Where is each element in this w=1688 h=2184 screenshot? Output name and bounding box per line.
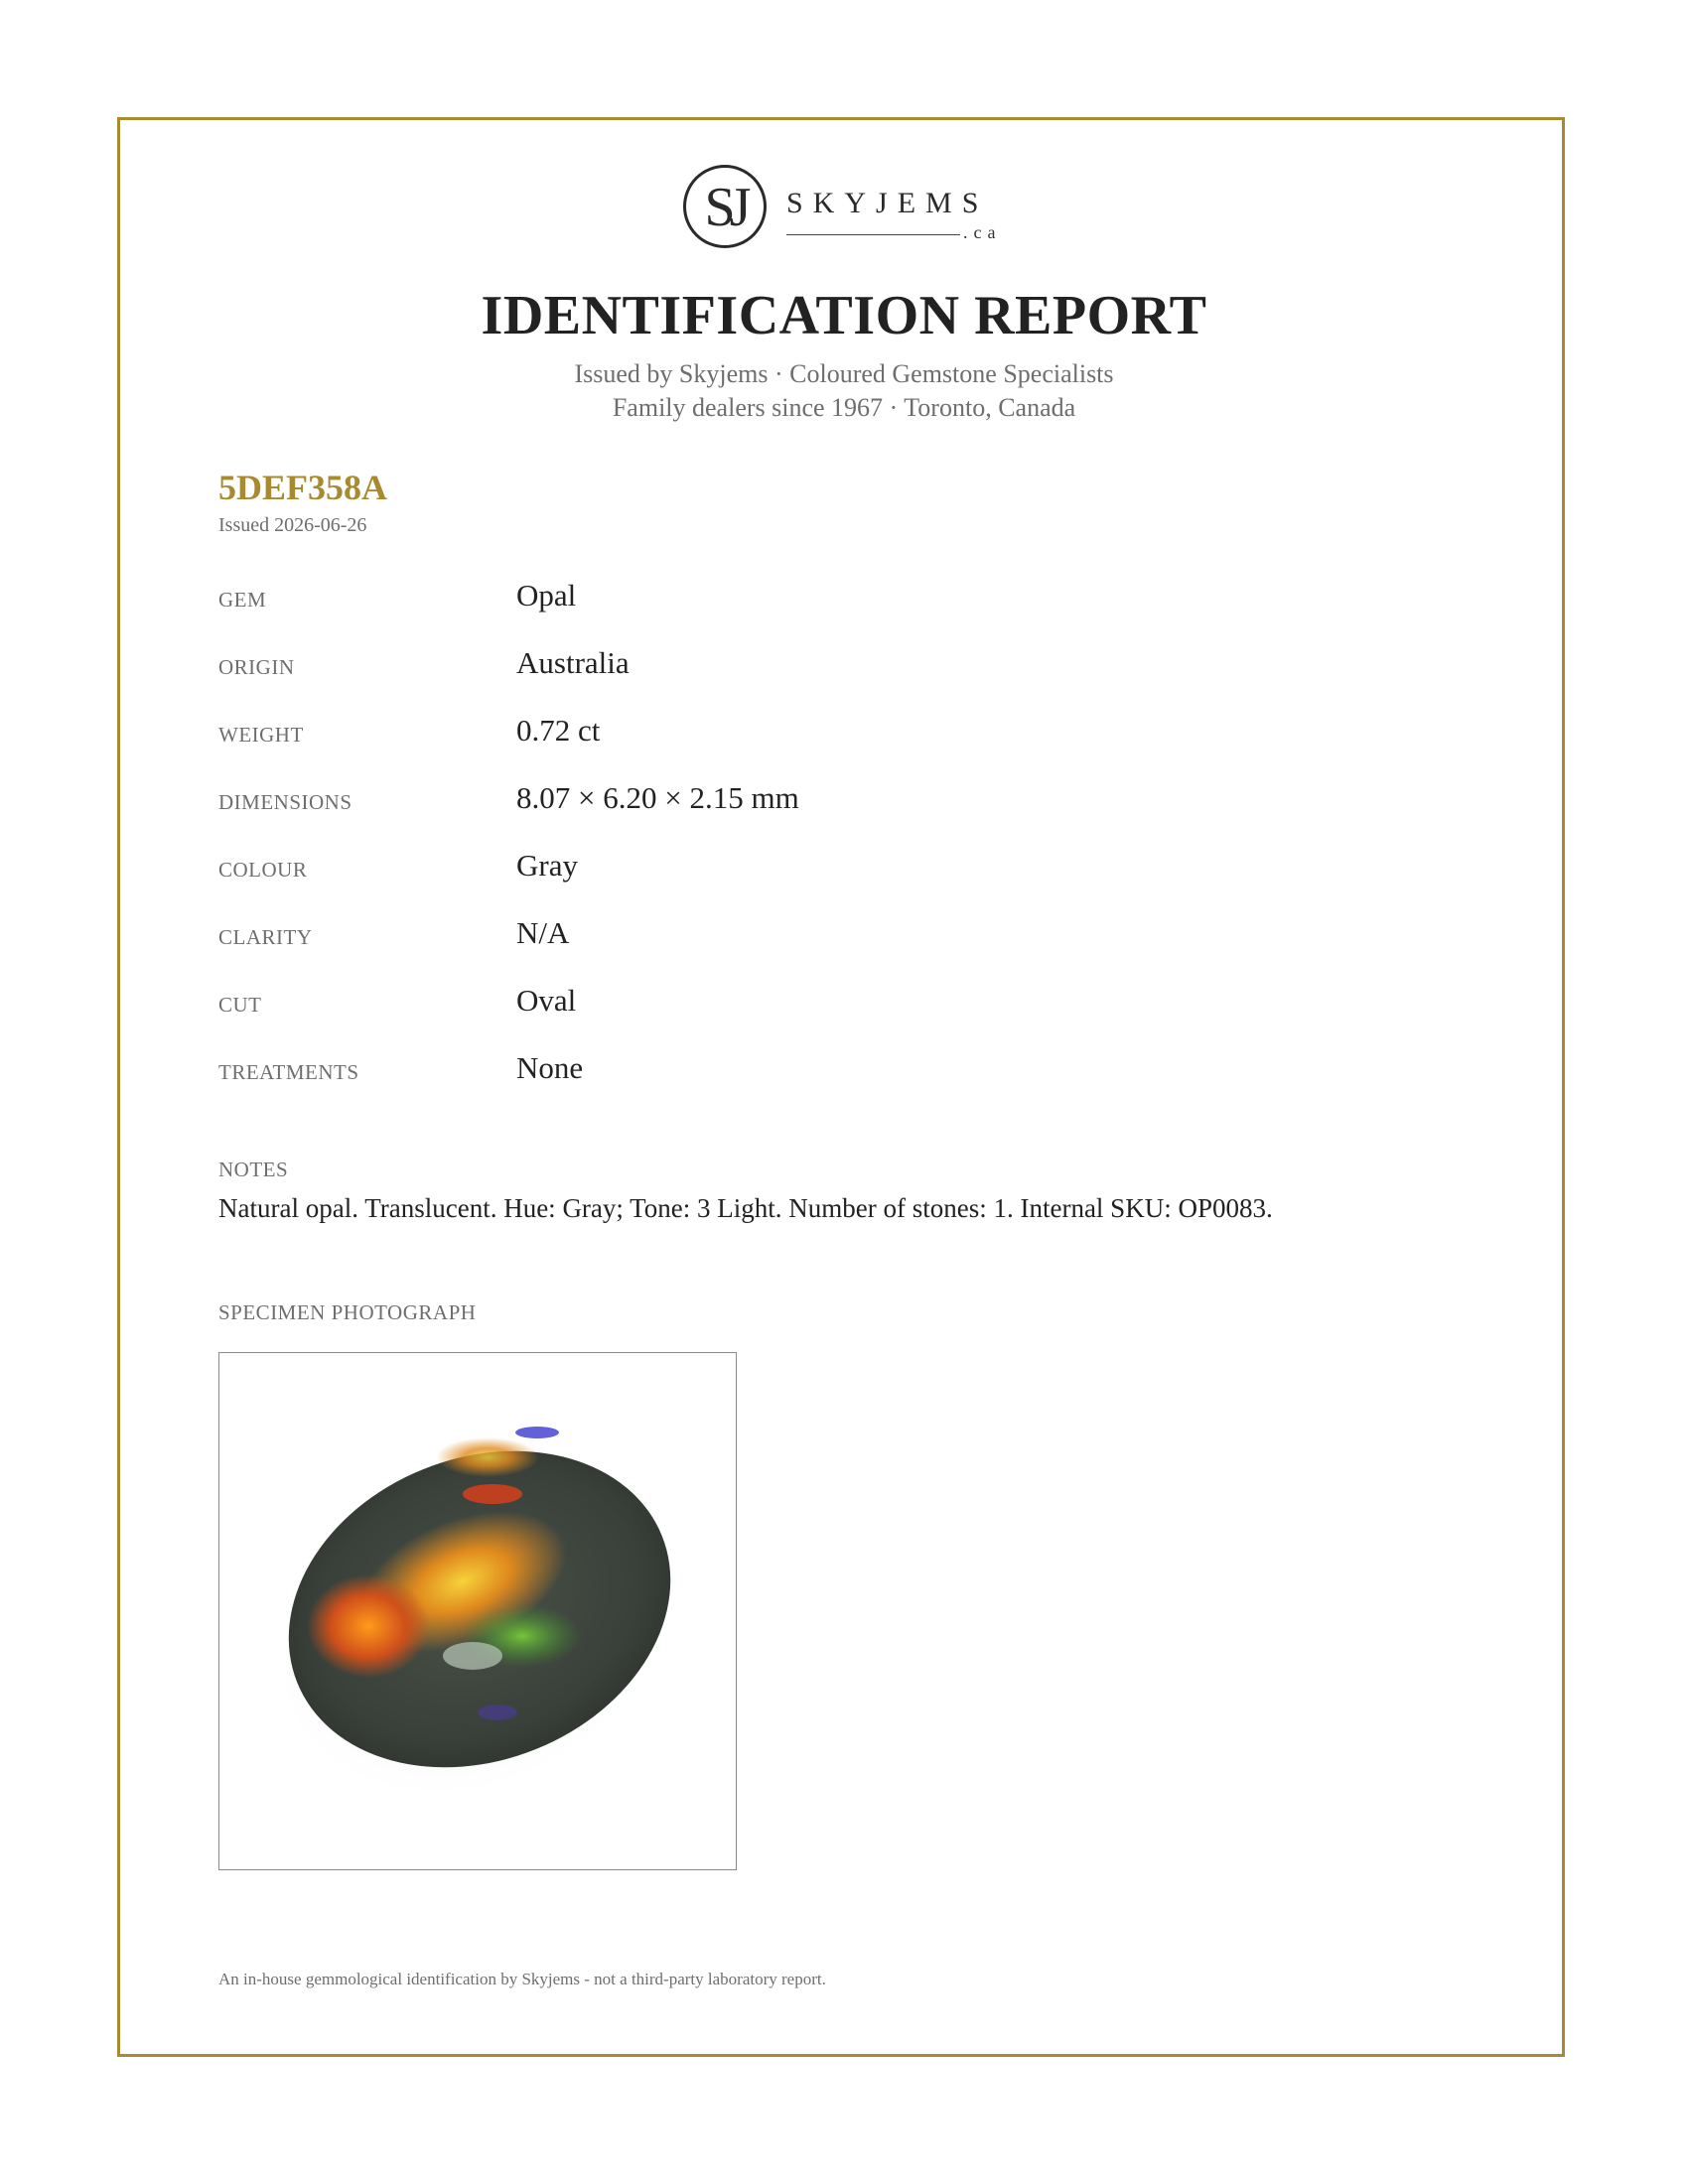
opal-image: [219, 1353, 735, 1868]
skyjems-logo: [683, 165, 1011, 264]
field-row-cut: [218, 983, 1410, 1050]
field-value: N/A: [516, 915, 570, 950]
field-label: DIMENSIONS: [218, 790, 352, 814]
field-row-colour: [218, 848, 1410, 915]
field-row-gem: [218, 578, 1410, 645]
notes-text: Natural opal. Translucent. Hue: Gray; Tone: 3 Light. Number of stones: 1. Internal SKU: OP0083.: [218, 1193, 1273, 1223]
field-row-origin: [218, 645, 1410, 713]
field-label: GEM: [218, 588, 267, 612]
field-row-treatments: [218, 1050, 1410, 1118]
report-id: 5DEF358A: [218, 468, 387, 507]
issued-date: Issued 2026-06-26: [218, 514, 367, 536]
field-value: Gray: [516, 848, 578, 883]
subtitle-line-2: Family dealers since 1967 · Toronto, Canada: [612, 393, 1076, 422]
field-value: None: [516, 1050, 584, 1085]
field-row-dimensions: [218, 780, 1410, 848]
specimen-photo: [218, 1352, 737, 1870]
field-label: WEIGHT: [218, 723, 304, 747]
photo-label: SPECIMEN PHOTOGRAPH: [218, 1300, 477, 1324]
field-value: Australia: [516, 645, 630, 680]
logo-wordmark: SKYJEMS: [786, 187, 989, 219]
field-list: [218, 578, 1410, 1118]
field-value: 8.07 × 6.20 × 2.15 mm: [516, 780, 799, 815]
field-row-weight: [218, 713, 1410, 780]
subtitle-line-1: Issued by Skyjems · Coloured Gemstone Specialists: [574, 359, 1114, 388]
field-label: CLARITY: [218, 925, 313, 949]
field-label: COLOUR: [218, 858, 308, 882]
logo-suffix: .ca: [963, 222, 1002, 242]
field-value: Opal: [516, 578, 577, 613]
field-row-clarity: [218, 915, 1410, 983]
field-label: TREATMENTS: [218, 1060, 359, 1084]
field-label: ORIGIN: [218, 655, 295, 679]
logo-underline: [786, 234, 960, 235]
field-value: 0.72 ct: [516, 713, 601, 748]
sj-monogram: SJ: [683, 165, 767, 248]
page-title: IDENTIFICATION REPORT: [481, 285, 1207, 346]
field-value: Oval: [516, 983, 577, 1018]
notes-label: NOTES: [218, 1158, 289, 1181]
footer-disclaimer: An in-house gemmological identification by Skyjems - not a third-party laboratory report.: [218, 1970, 826, 1988]
field-label: CUT: [218, 993, 262, 1017]
